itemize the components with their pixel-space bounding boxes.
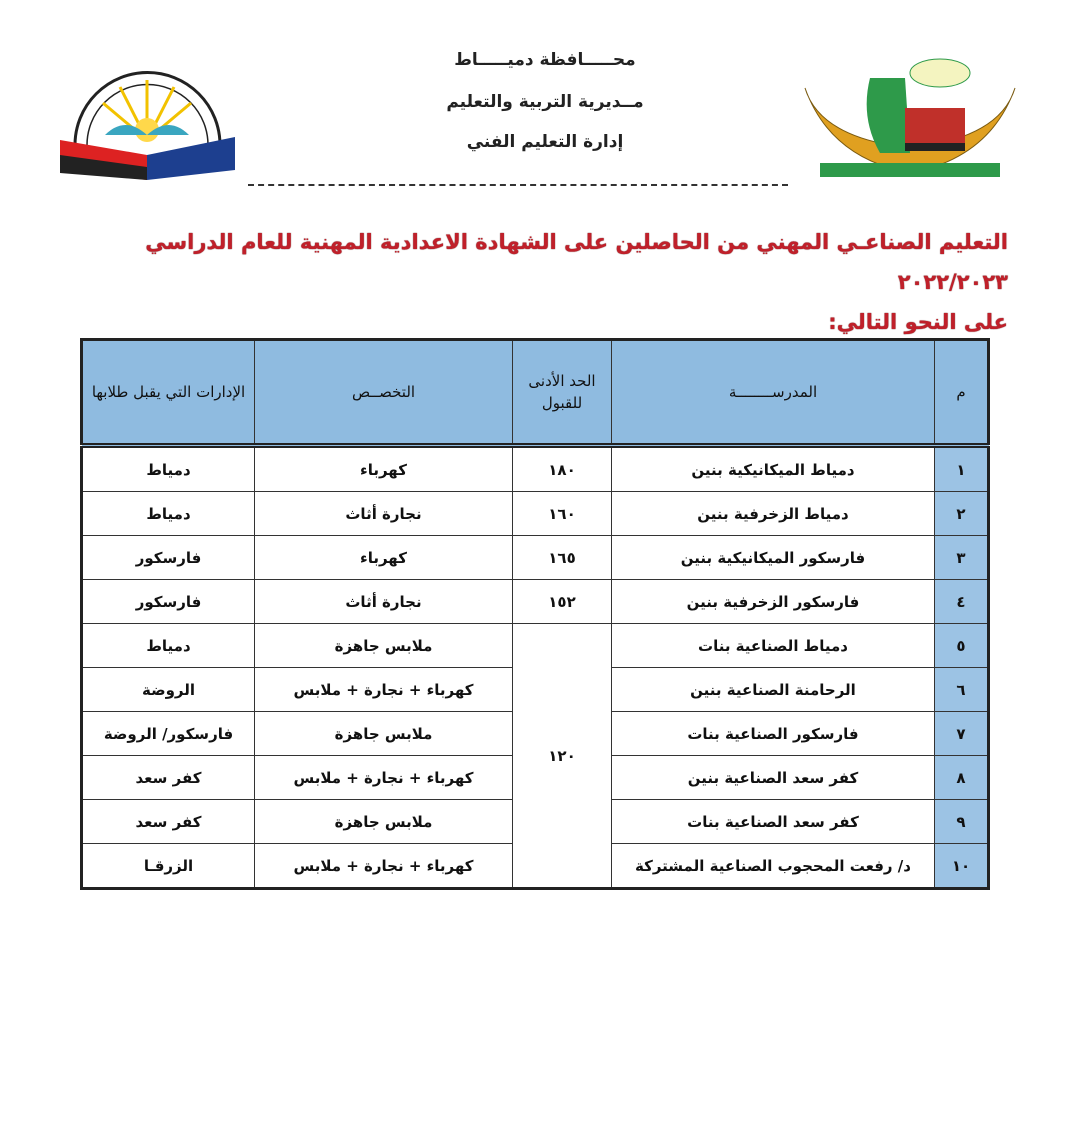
document-title: [48, 222, 1008, 342]
specialization: كهرباء + نجارة + ملابس: [255, 844, 513, 889]
departments: دمياط: [82, 624, 255, 668]
row-number: ٩: [935, 800, 989, 844]
header-departments: الإدارات التي يقبل طلابها: [82, 340, 255, 446]
table-row: [82, 624, 989, 668]
specialization: كهرباء + نجارة + ملابس: [255, 756, 513, 800]
letterhead: [380, 50, 710, 152]
departments: فارسكور: [82, 536, 255, 580]
school-name: فارسكور الصناعية بنات: [612, 712, 935, 756]
school-name: فارسكور الميكانيكية بنين: [612, 536, 935, 580]
row-number: ٤: [935, 580, 989, 624]
governorate-name: محـــــافظة دميـــــاط: [454, 50, 636, 70]
departments: فارسكور: [82, 580, 255, 624]
title-line-1: التعليم الصناعـي المهني من الحاصلين على الشهادة الاعدادية المهنية للعام الدراسي ٢٠٢٢/٢٠٢٣: [145, 230, 1008, 294]
min-score: ١٨٠: [513, 446, 612, 492]
school-name: الرحامنة الصناعية بنين: [612, 668, 935, 712]
table-row: [82, 580, 989, 624]
departments: دمياط: [82, 446, 255, 492]
school-name: كفر سعد الصناعية بنات: [612, 800, 935, 844]
table-row: [82, 446, 989, 492]
table-row: [82, 492, 989, 536]
header-school: المدرســــــــة: [612, 340, 935, 446]
header-num: م: [935, 340, 989, 446]
shared-min-score: ١٢٠: [513, 624, 612, 889]
row-number: ١: [935, 446, 989, 492]
specialization: نجارة أثاث: [255, 580, 513, 624]
row-number: ٥: [935, 624, 989, 668]
school-name: دمياط الزخرفية بنين: [612, 492, 935, 536]
admission-table: [80, 338, 990, 890]
header-specialization: التخصــص: [255, 340, 513, 446]
school-name: كفر سعد الصناعية بنين: [612, 756, 935, 800]
table-header-row: [82, 340, 989, 446]
school-name: د/ رفعت المحجوب الصناعية المشتركة: [612, 844, 935, 889]
min-score: ١٥٢: [513, 580, 612, 624]
school-name: دمياط الصناعية بنات: [612, 624, 935, 668]
min-score: ١٦٠: [513, 492, 612, 536]
technical-education-logo: [800, 48, 1020, 183]
departments: الزرقـا: [82, 844, 255, 889]
specialization: كهرباء: [255, 446, 513, 492]
row-number: ٦: [935, 668, 989, 712]
egypt-first-logo: [55, 45, 240, 180]
specialization: ملابس جاهزة: [255, 624, 513, 668]
row-number: ٢: [935, 492, 989, 536]
school-name: دمياط الميكانيكية بنين: [612, 446, 935, 492]
min-score: ١٦٥: [513, 536, 612, 580]
specialization: نجارة أثاث: [255, 492, 513, 536]
administration-name: إدارة التعليم الفني: [466, 132, 624, 152]
row-number: ١٠: [935, 844, 989, 889]
specialization: ملابس جاهزة: [255, 800, 513, 844]
header-divider: [248, 184, 788, 186]
directorate-name: مــديرية التربية والتعليم: [446, 92, 644, 112]
departments: دمياط: [82, 492, 255, 536]
school-name: فارسكور الزخرفية بنين: [612, 580, 935, 624]
row-number: ٧: [935, 712, 989, 756]
departments: كفر سعد: [82, 800, 255, 844]
departments: الروضة: [82, 668, 255, 712]
specialization: ملابس جاهزة: [255, 712, 513, 756]
table-row: [82, 536, 989, 580]
row-number: ٣: [935, 536, 989, 580]
departments: فارسكور/ الروضة: [82, 712, 255, 756]
specialization: كهرباء: [255, 536, 513, 580]
specialization: كهرباء + نجارة + ملابس: [255, 668, 513, 712]
row-number: ٨: [935, 756, 989, 800]
title-line-2: على النحو التالي:: [828, 310, 1008, 334]
departments: كفر سعد: [82, 756, 255, 800]
header-min-score: الحد الأدنى للقبول: [513, 340, 612, 446]
